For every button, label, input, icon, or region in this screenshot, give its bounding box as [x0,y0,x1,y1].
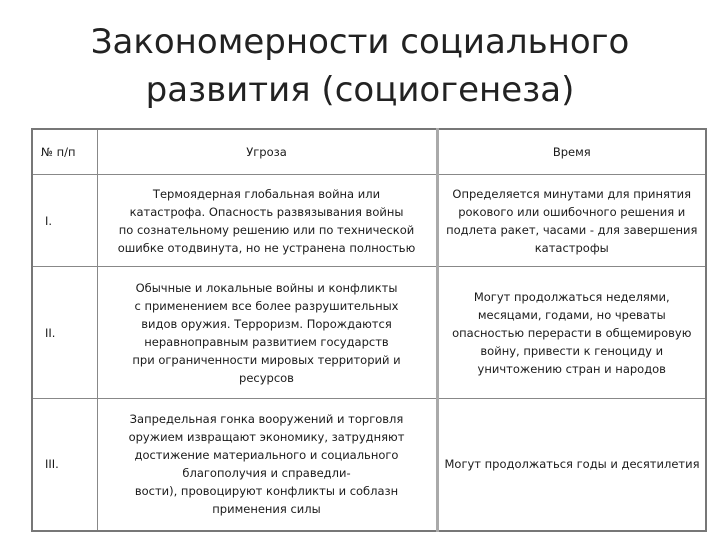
threat-line: Запредельная гонка вооружений и торговля [129,412,404,427]
slide-title-line-1: Закономерности социального [90,22,630,62]
header-num: № п/п [32,129,97,175]
time-line: Могут продолжаться неделями, [473,289,670,304]
table-header-row [32,129,706,175]
threat-line: оружием извращают экономику, затрудняют [128,430,405,445]
row-threat-cell [97,399,437,531]
time-line: катастрофы [534,240,609,255]
slide-title [0,18,720,114]
header-time: Время [437,129,706,175]
threat-line: неравноправным развитием государств [144,334,389,349]
threat-line: ресурсов [239,370,294,385]
threats-table [31,128,707,532]
threat-line: благополучия и справедли- [182,466,351,481]
row-time-cell [437,399,706,531]
time-line: подлета ракет, часами - для завершения [446,222,698,237]
threat-line: Термоядерная глобальная война или [152,186,381,201]
threat-line: видов оружия. Терроризм. Порождаются [141,316,392,331]
threat-line: с применением все более разрушительных [134,298,399,313]
row-threat-cell [97,267,437,399]
time-line: уничтожению стран и народов [477,361,666,376]
time-line: месяцами, годами, но чреваты [477,307,666,322]
table-row [32,175,706,267]
threat-line: применения силы [212,502,321,517]
row-threat-cell [97,175,437,267]
time-line: опасностью перерасти в общемировую [452,325,692,340]
row-num: I. [32,175,97,267]
time-line: войну, привести к геноциду и [480,343,664,358]
threat-line: Обычные и локальные войны и конфликты [135,280,398,295]
threat-line: достижение материального и социального [134,448,399,463]
row-time-cell [437,175,706,267]
row-num: II. [32,267,97,399]
row-time-cell [437,267,706,399]
time-line: Могут продолжаться годы и десятилетия [444,457,700,472]
header-threat: Угроза [97,129,437,175]
threat-line: при ограниченности мировых территорий и [132,352,401,367]
slide-title-line-2: развития (социогенеза) [145,70,575,110]
threat-line: вости), провоцируют конфликты и соблазн [134,484,399,499]
time-line: Определяется минутами для принятия [452,186,692,201]
threat-line: катастрофа. Опасность развязывания войны [129,204,404,219]
table-row [32,267,706,399]
threat-line: ошибке отодвинута, но не устранена полностью [117,240,416,255]
row-num: III. [32,399,97,531]
table-row [32,399,706,531]
time-line: рокового или ошибочного решения и [458,204,686,219]
threat-line: по сознательному решению или по технической [118,222,415,237]
